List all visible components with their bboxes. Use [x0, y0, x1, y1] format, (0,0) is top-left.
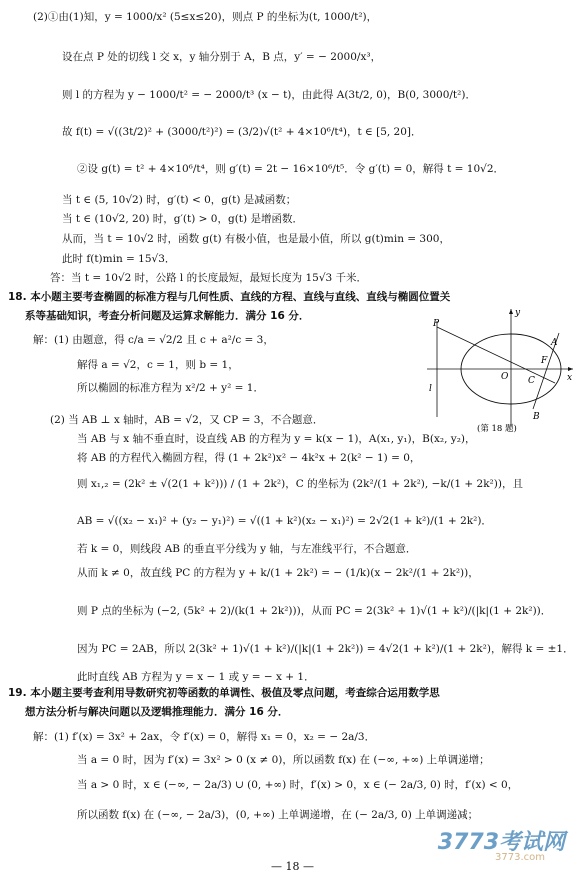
text-line: 设在点 P 处的切线 l 交 x，y 轴分别于 A，B 点，y′ = − 2000/x³， — [62, 51, 382, 63]
text-line: 故 f(t) = √((3t/2)² + (3000/t²)²) = (3/2)√(t² + 4×10⁶/t⁴)，t ∈ [5, 20]． — [62, 126, 422, 138]
label-l: l — [429, 384, 432, 394]
text-line: 则 P 点的坐标为 (−2, (5k² + 2)/(k(1 + 2k²)))，从而 PC = 2(3k² + 1)√(1 + k²)/(|k|(1 + 2k²))． — [77, 605, 552, 617]
text-line: 若 k = 0，则线段 AB 的垂直平分线为 y 轴，与左准线平行，不合题意． — [77, 543, 417, 555]
text-line: 当 t ∈ (5, 10√2) 时，g′(t) < 0，g(t) 是减函数； — [62, 194, 297, 206]
text-line: 因为 PC = 2AB，所以 2(3k² + 1)√(1 + k²)/(|k|(1 + 2k²)) = 4√2(1 + k²)/(1 + 2k²)，解得 k = ±1． — [77, 643, 574, 655]
text-line: 18. 本小题主要考查椭圆的标准方程与几何性质、直线的方程、直线与直线、直线与椭圆位置关 — [8, 291, 451, 303]
text-line: 当 t ∈ (10√2, 20) 时，g′(t) > 0，g(t) 是增函数． — [62, 213, 303, 225]
text-line: 此时直线 AB 方程为 y = x − 1 或 y = − x + 1． — [77, 671, 315, 683]
text-line: 解：(1) 由题意，得 c/a = √2/2 且 c + a²/c = 3， — [33, 334, 274, 346]
text-line: 想方法分析与解决问题以及逻辑推理能力．满分 16 分． — [25, 706, 289, 718]
text-line: 19. 本小题主要考查利用导数研究初等函数的单调性、极值及零点问题，考查综合运用数学思 — [8, 687, 440, 699]
label-F: F — [541, 356, 548, 366]
text-line: (2) 当 AB ⊥ x 轴时，AB = √2，又 CP = 3，不合题意． — [50, 414, 324, 426]
label-P: P — [433, 319, 440, 329]
ellipse-figure — [425, 305, 577, 433]
text-line: 答：当 t = 10√2 时，公路 l 的长度最短，最短长度为 15√3 千米． — [50, 272, 368, 284]
text-line: 则 x₁,₂ = (2k² ± √(2(1 + k²))) / (1 + 2k²)，C 的坐标为 (2k²/(1 + 2k²), −k/(1 + 2k²))，且 — [77, 478, 523, 490]
label-y: y — [515, 308, 521, 318]
text-line: 则 l 的方程为 y − 1000/t² = − 2000/t³ (x − t)，由此得 A(3t/2, 0)，B(0, 3000/t²)． — [62, 89, 476, 101]
page-number: — 18 — — [271, 860, 314, 873]
text-line: (2)①由(1)知，y = 1000/x² (5≤x≤20)，则点 P 的坐标为(t, 1000/t²)， — [33, 11, 378, 23]
text-line: 当 a > 0 时，x ∈ (−∞, − 2a/3) ∪ (0, +∞) 时，f′(x) > 0，x ∈ (− 2a/3, 0) 时，f′(x) < 0， — [77, 779, 519, 791]
label-C: C — [528, 376, 535, 386]
text-line: 当 a = 0 时，因为 f′(x) = 3x² > 0 (x ≠ 0)，所以函数 f(x) 在 (−∞, +∞) 上单调递增； — [77, 754, 490, 766]
text-line: 解得 a = √2，c = 1，则 b = 1， — [77, 359, 239, 371]
x-axis-arrow — [568, 367, 573, 371]
text-line: 当 AB 与 x 轴不垂直时，设直线 AB 的方程为 y = k(x − 1)，A(x₁, y₁)，B(x₂, y₂)， — [77, 433, 476, 445]
text-line: 将 AB 的方程代入椭圆方程，得 (1 + 2k²)x² − 4k²x + 2(k² − 1) = 0， — [77, 452, 421, 464]
text-line: 从而，当 t = 10√2 时，函数 g(t) 有极小值，也是最小值，所以 g(t)min = 300， — [62, 233, 450, 245]
text-line: 所以椭圆的标准方程为 x²/2 + y² = 1． — [77, 382, 264, 394]
label-O: O — [501, 372, 509, 382]
watermark-url: 3773.com — [495, 852, 545, 863]
y-axis-arrow — [509, 309, 513, 314]
text-line: 从而 k ≠ 0，故直线 PC 的方程为 y + k/(1 + 2k²) = − (1/k)(x − 2k²/(1 + 2k²))， — [77, 567, 479, 579]
label-A: A — [551, 338, 558, 348]
text-line: 解：(1) f′(x) = 3x² + 2ax，令 f′(x) = 0，解得 x₁ = 0，x₂ = − 2a/3． — [33, 731, 376, 743]
text-line: 系等基础知识，考查分析问题及运算求解能力．满分 16 分． — [25, 310, 310, 322]
label-x: x — [567, 373, 573, 383]
text-line: 所以函数 f(x) 在 (−∞, − 2a/3)，(0, +∞) 上单调递增，在 (− 2a/3, 0) 上单调递减； — [77, 809, 479, 821]
text-line: 此时 f(t)min = 15√3． — [62, 253, 176, 265]
label-B: B — [533, 412, 540, 422]
text-line: AB = √((x₂ − x₁)² + (y₂ − y₁)²) = √((1 + k²)(x₂ − x₁)²) = 2√2(1 + k²)/(1 + 2k²)． — [77, 515, 492, 527]
figure-caption: (第 18 题) — [477, 424, 517, 433]
text-line: ②设 g(t) = t² + 4×10⁶/t⁴，则 g′(t) = 2t − 16×10⁶/t⁵．令 g′(t) = 0，解得 t = 10√2． — [77, 163, 505, 175]
watermark-logo: 3773考试网 — [437, 830, 565, 855]
